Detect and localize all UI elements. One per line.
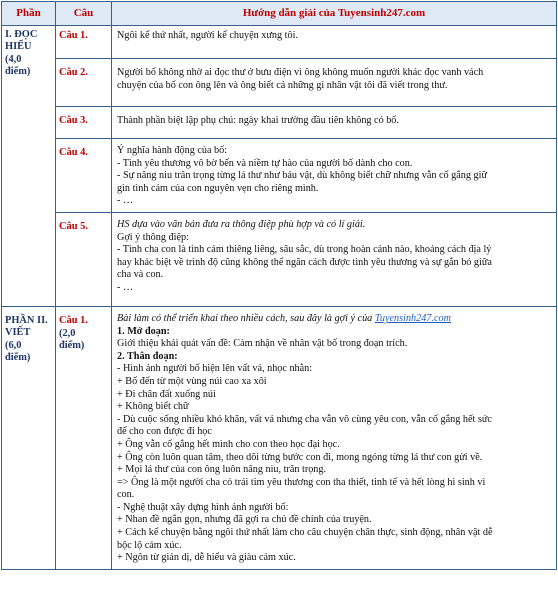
- answer-cell: Ngôi kể thứ nhất, người kể chuyện xưng tôi.: [112, 26, 557, 59]
- heading-open: 1. Mở đoạn:: [117, 325, 170, 337]
- question-label: Câu 3.: [56, 107, 112, 139]
- intro-text: Bài làm có thể triển khai theo nhiều cách, sau đây là gợi ý của: [117, 312, 375, 324]
- table-row: [2, 107, 557, 139]
- question-label: Câu 5.: [56, 212, 112, 306]
- header-question: Câu: [56, 2, 112, 26]
- table-row: [2, 306, 557, 569]
- answer-cell: Thành phần biệt lập phụ chú: ngày khai trường đầu tiên không có bố.: [112, 107, 557, 139]
- answer-cell: Người bố không nhờ ai đọc thư ở bưu điện vì ông không muốn người khác đọc vanh vách chuyện của bố con ông lên và ông biết cả những gì nhân vật tôi đã viết trong thư.: [112, 59, 557, 107]
- table-row: [2, 212, 557, 306]
- answer-cell: Bài làm có thể triển khai theo nhiều cách, sau đây là gợi ý của Tuyensinh247.com 1. Mở đoạn: Giới thiệu khái quát vấn đề: Cảm nhận về nhân vật bố trong đoạn trích. 2. Thân đoạn: - Hình ảnh người bố hiện lên vất vả, nhọc nhằn: + Bố đến từ một vùng núi cao xa xôi + Đi chân đất xuống núi + Không biết chữ - Dù cuộc sống nhiều khó khăn, vất vả nhưng cha vẫn vô cùng yêu con, vẫn cố gắng hết sức để cho con được đi học + Ông vẫn cố gắng hết mình cho con theo học đại học. + Ông còn luôn quan tâm, theo dõi từng bước con đi, mong ngóng từng lá thư con gửi về. + Mọi lá thư của con ông luôn nâng niu, trân trọng. => Ông là một người cha có trái tim yêu thương con tha thiết, tinh tế và hết lòng hi sinh vì con. - Nghệ thuật xây dựng hình ảnh người bố: + Nhan đề ngắn gọn, nhưng đã gợi ra chủ đề chính của truyện. + Cách kể chuyện bằng ngôi thứ nhất làm cho câu chuyện chân thực, sinh động, nhân vật dễ bộc lộ cảm xúc. + Ngôn từ giản dị, dễ hiểu và giàu cảm xúc.: [112, 306, 557, 569]
- question-label: Câu 1. (2,0 điểm): [56, 306, 112, 569]
- table-row: [2, 139, 557, 213]
- answer-table: [1, 1, 557, 570]
- header-part: Phần: [2, 2, 56, 26]
- header-guide: Hướng dẫn giải của Tuyensinh247.com: [112, 2, 557, 26]
- tuyensinh-link[interactable]: Tuyensinh247.com: [374, 312, 451, 324]
- answer-cell: Ý nghĩa hành động của bố: - Tình yêu thương vô bờ bến và niềm tự hào của người bố dành cho con. - Sự nâng niu trân trọng từng lá thư như báu vật, dù không biết chữ nhưng vẫn cố gắng giữ gìn tình cảm của con nguyên vẹn cho riêng mình. - …: [112, 139, 557, 213]
- table-row: [2, 26, 557, 59]
- answer-cell: HS dựa vào văn bản đưa ra thông điệp phù hợp và có lí giải. Gợi ý thông điệp: - Tình cha con là tình cảm thiêng liêng, sâu sắc, dù trong hoàn cảnh nào, khoảng cách địa lý hay khác biệt về trình độ cũng không thể ngăn cách được tình yêu thương và sự gắn bó giữa cha và con. - …: [112, 212, 557, 306]
- question-label: Câu 1.: [56, 26, 112, 59]
- question-label: Câu 4.: [56, 139, 112, 213]
- section2-label: PHẦN II. VIẾT (6,0 điểm): [2, 306, 56, 569]
- header-row: [2, 2, 557, 26]
- table-row: [2, 59, 557, 107]
- heading-body: 2. Thân đoạn:: [117, 350, 178, 362]
- question-label: Câu 2.: [56, 59, 112, 107]
- section1-label: I. ĐỌC HIỂU (4,0 điểm): [2, 26, 56, 307]
